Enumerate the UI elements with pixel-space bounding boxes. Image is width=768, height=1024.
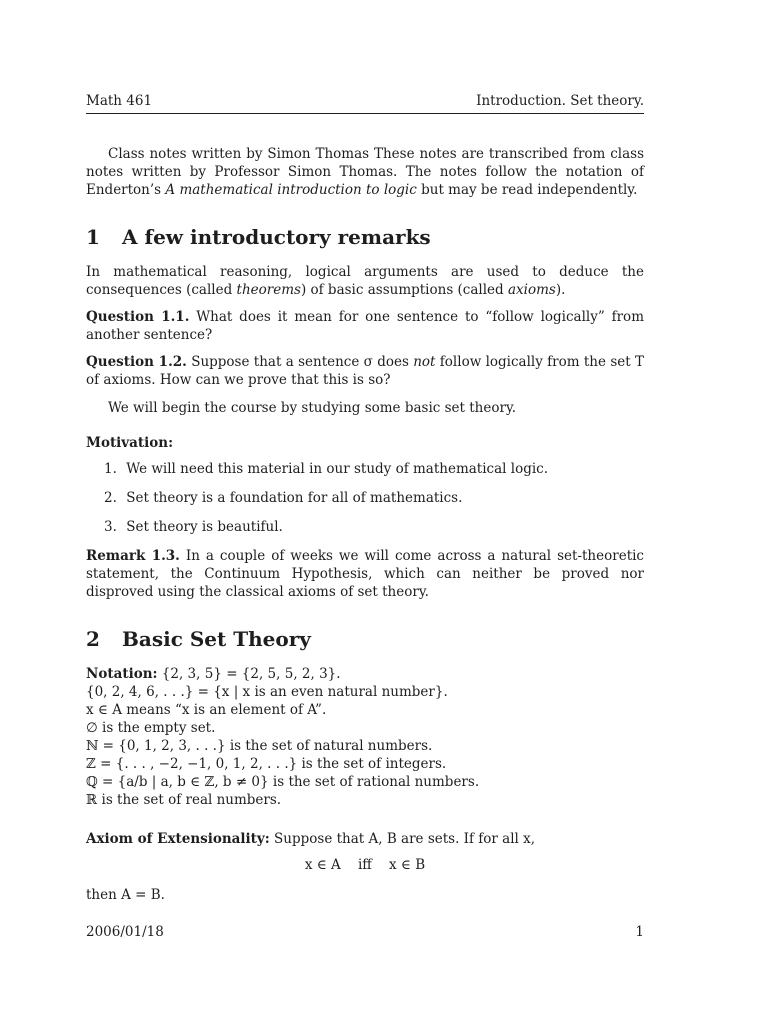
section-2-heading: 2 Basic Set Theory: [86, 627, 311, 651]
list-item: 3. Set theory is beautiful.: [104, 519, 283, 535]
notation-line: {0, 2, 4, 6, . . .} = {x | x is an even natural number}.: [86, 684, 448, 700]
notation-line: ∅ is the empty set.: [86, 720, 216, 736]
list-item: 2. Set theory is a foundation for all of mathematics.: [104, 490, 463, 506]
section-1-heading: 1 A few introductory remarks: [86, 225, 431, 249]
course-name: Math 461: [86, 93, 153, 109]
axiom-of-extensionality: Axiom of Extensionality: Suppose that A, B are sets. If for all x,: [86, 831, 536, 847]
notation-line: x ∈ A means “x is an element of A”.: [86, 702, 327, 718]
section-1-paragraph: In mathematical reasoning, logical arguments are used to deduce the consequences (called theorems) of basic assumptions (called axioms).: [86, 264, 644, 298]
question-1-2: Question 1.2. Suppose that a sentence σ does not follow logically from the set T of axioms. How can we prove that this is so?: [86, 354, 644, 388]
page-number: 1: [635, 924, 644, 940]
notation-line: Notation: {2, 3, 5} = {2, 5, 5, 2, 3}.: [86, 666, 341, 682]
axiom-formula: x ∈ A iff x ∈ B: [304, 857, 426, 873]
notation-line: ℝ is the set of real numbers.: [86, 792, 282, 808]
footer-date: 2006/01/18: [86, 924, 164, 940]
notation-block: [86, 665, 644, 809]
intro-paragraph: Class notes written by Simon Thomas These notes are transcribed from class notes written by Professor Simon Thomas. The notes follow the notation of Enderton’s A mathematical introduction to logic but may be read independently.: [86, 146, 644, 198]
list-item: 1. We will need this material in our study of mathematical logic.: [104, 461, 549, 477]
book-title: A mathematical introduction to logic: [165, 182, 417, 198]
page-footer: [86, 924, 644, 944]
running-header: [86, 93, 644, 114]
begin-sentence: We will begin the course by studying some basic set theory.: [108, 400, 517, 416]
notation-line: ℕ = {0, 1, 2, 3, . . .} is the set of natural numbers.: [86, 738, 433, 754]
axiom-conclusion: then A = B.: [86, 887, 165, 903]
notation-line: ℤ = {. . . , −2, −1, 0, 1, 2, . . .} is the set of integers.: [86, 756, 447, 772]
motivation-label: Motivation:: [86, 435, 174, 451]
question-1-1: Question 1.1. What does it mean for one sentence to “follow logically” from another sentence?: [86, 309, 644, 343]
header-topic: Introduction. Set theory.: [476, 93, 644, 109]
notation-line: ℚ = {a/b | a, b ∈ ℤ, b ≠ 0} is the set of rational numbers.: [86, 774, 480, 790]
remark-1-3: Remark 1.3. In a couple of weeks we will come across a natural set-theoretic statement, the Continuum Hypothesis, which can neither be proved nor disproved using the classical axioms of set theory.: [86, 548, 644, 600]
